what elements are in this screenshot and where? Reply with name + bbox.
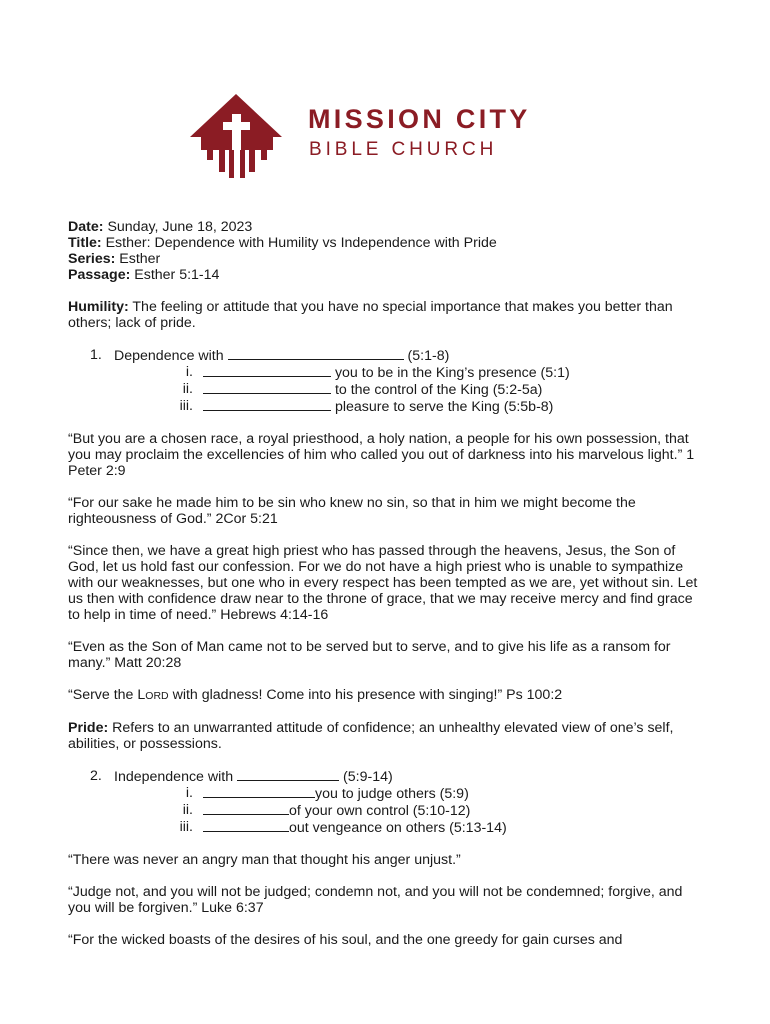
fill-in-blank[interactable] [203,398,331,411]
church-logo-icon [190,92,300,178]
quote-1-peter: “But you are a chosen race, a royal priesthood, a holy nation, a people for his own possession, that you may proclaim the excellencies of him who called you out of darkness into his marvelous light.” 1 Peter 2:9 [68,431,695,479]
point-2-sub-i: i. you to judge others (5:9) [185,785,469,802]
quote-hebrews: “Since then, we have a great high priest who has passed through the heavens, Jesus, the Son of God, let us hold fast our confession. For we do not have a high priest who is unable to sympathize with our weaknesses, but one who in every respect has been tempted as we are, yet without sin. Let us then with confidence draw near to the throne of grace, that we may receive mercy and find grace to help in time of need.” Hebrews 4:14-16 [68,543,698,623]
fill-in-blank[interactable] [203,364,331,377]
passage-value: Esther 5:1-14 [134,267,220,283]
point-1-sub-iii: iii. pleasure to serve the King (5:5b-8) [179,398,554,415]
logo-subtitle: BIBLE CHURCH [309,139,498,160]
passage-line: Passage: Esther 5:1-14 [68,267,220,283]
series-line: Series: Esther [68,251,161,267]
fill-in-blank[interactable] [203,802,289,815]
date-value: Sunday, June 18, 2023 [107,219,253,235]
sermon-notes [68,219,708,948]
point-1-sub-i: i. you to be in the King’s presence (5:1) [185,364,570,381]
church-logo [190,92,590,178]
point-1: 1. Dependence with (5:1-8) [90,347,450,364]
quote-2-cor: “For our sake he made him to be sin who knew no sin, so that in him we might become the righteousness of God.” 2Cor 5:21 [68,495,636,527]
quote-wicked: “For the wicked boasts of the desires of his soul, and the one greedy for gain curses and [68,932,623,948]
quote-psalm: “Serve the LORD with gladness! Come into his presence with singing!” Ps 100:2 [68,687,563,703]
point-2-sub-ii: ii. of your own control (5:10-12) [182,802,471,819]
quote-matthew: “Even as the Son of Man came not to be served but to serve, and to give his life as a ransom for many.” Matt 20:28 [68,639,671,671]
point-2-sub-iii: iii. out vengeance on others (5:13-14) [179,819,507,836]
title-line: Title: Esther: Dependence with Humility vs Independence with Pride [68,235,497,251]
quote-luke: “Judge not, and you will not be judged; condemn not, and you will not be condemned; forgive, and you will be forgiven.” Luke 6:37 [68,884,683,916]
title-value: Esther: Dependence with Humility vs Independence with Pride [105,235,497,251]
fill-in-blank[interactable] [203,819,289,832]
point-1-sub-ii: ii. to the control of the King (5:2-5a) [182,381,543,398]
pride-definition: Pride: Refers to an unwarranted attitude of confidence; an unhealthy elevated view of one’s self, abilities, or possessions. [68,720,674,752]
fill-in-blank[interactable] [203,785,315,798]
quote-anger: “There was never an angry man that thought his anger unjust.” [68,852,461,868]
logo-title: MISSION CITY [308,104,531,134]
point-2: 2. Independence with (5:9-14) [90,768,393,785]
fill-in-blank[interactable] [237,768,339,781]
fill-in-blank[interactable] [228,347,404,360]
fill-in-blank[interactable] [203,381,331,394]
date-line: Date: Sunday, June 18, 2023 [68,219,253,235]
humility-definition: Humility: The feeling or attitude that you have no special importance that makes you better than others; lack of pride. [68,299,673,331]
series-value: Esther [119,251,161,267]
